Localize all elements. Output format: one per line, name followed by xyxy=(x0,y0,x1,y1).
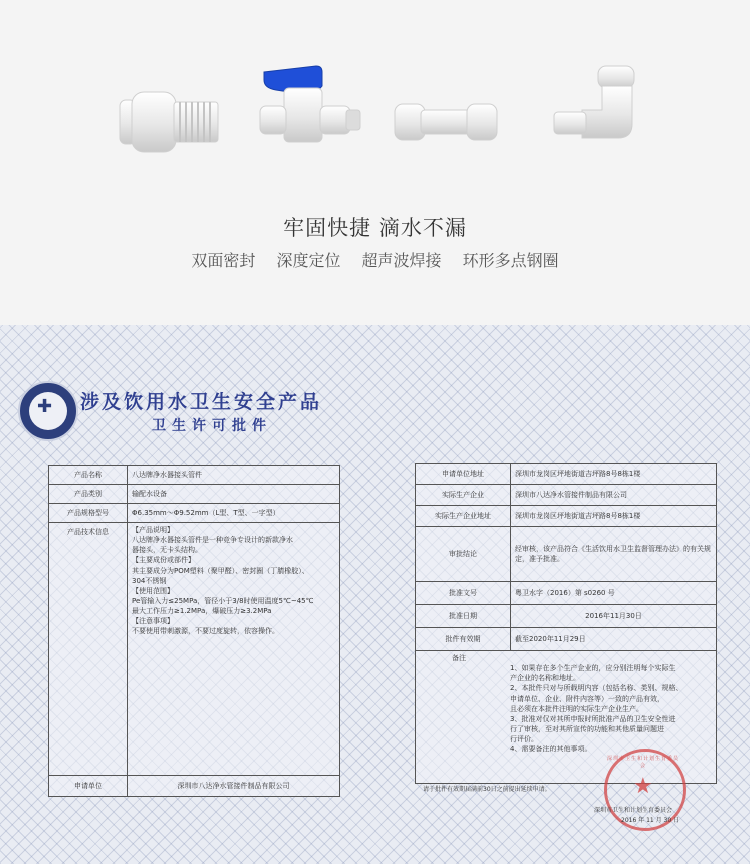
validity-note: 请于批件有效期届满前30日之前提出延续申请。 xyxy=(423,786,551,793)
table-row xyxy=(49,523,340,776)
health-department-emblem-icon xyxy=(18,381,78,441)
elbow-connector-image xyxy=(552,64,642,144)
hygiene-license-certificate xyxy=(0,325,750,864)
table-row xyxy=(49,485,340,504)
issuer-name: 深圳市卫生和计划生育委员会 xyxy=(594,807,673,814)
shield-icon: ✚ xyxy=(37,396,53,417)
row-label: 产品技术信息 xyxy=(49,523,128,776)
row-label: 批件有效期 xyxy=(416,628,511,651)
row-label: 批准文号 xyxy=(416,582,511,605)
row-label: 实际生产企业 xyxy=(416,485,511,506)
row-value: 2016年11月30日 xyxy=(511,605,717,628)
table-row xyxy=(416,506,717,527)
product-banner xyxy=(0,0,750,325)
tagline-main: 牢固快捷 滴水不漏 xyxy=(283,216,467,240)
table-row xyxy=(416,527,717,582)
row-value: 深圳市龙岗区坪地街道吉坪路8号8栋1楼 xyxy=(511,464,717,485)
issue-date: 2016 年 11 月 30 日 xyxy=(621,817,680,824)
feature-item: 环形多点钢圈 xyxy=(462,251,559,270)
tech-info-block: 【产品说明】 八达牌净水器接头管件是一种竞争专设计的新款净水 器接头，无卡头结构。 【主要成份或部件】 其主要成分为POM塑料（聚甲醛）、密封圈（丁腈橡胶）、 304不锈钢 【使用范围】 Pe管输入力≤25MPa，管径小于3/8时使用温度5℃~45℃ 最大工作压力≥1.2MPa，爆破压力≥3.2MPa 【注意事项】 不要使用带刺激源，不要过度旋转，依容操作。 xyxy=(128,523,340,776)
row-value: 粤卫水字（2016）第 s0260 号 xyxy=(511,582,717,605)
row-value: 经审核，该产品符合《生活饮用水卫生监督管理办法》的有关规定，准予批准。 xyxy=(511,527,717,582)
table-row xyxy=(416,582,717,605)
row-label: 实际生产企业地址 xyxy=(416,506,511,527)
ball-valve-image xyxy=(258,64,363,148)
row-value: 深圳市龙岗区坪地街道吉坪路8号8栋1楼 xyxy=(511,506,717,527)
table-row xyxy=(49,466,340,485)
row-label: 产品规格型号 xyxy=(49,504,128,523)
certificate-title: 涉及饮用水卫生安全产品 xyxy=(80,391,323,413)
feature-item: 深度定位 xyxy=(276,251,341,270)
row-label: 产品名称 xyxy=(49,466,128,485)
row-value: 八达牌净水器接头管件 xyxy=(128,466,340,485)
row-label: 批准日期 xyxy=(416,605,511,628)
table-row xyxy=(49,776,340,797)
remarks-label: 备注 xyxy=(452,654,466,662)
feature-item: 双面密封 xyxy=(191,251,256,270)
stamp-text: 深圳市卫生和计划生育委员会 xyxy=(606,756,679,769)
row-label: 产品类别 xyxy=(49,485,128,504)
row-label: 审批结论 xyxy=(416,527,511,582)
row-value: Φ6.35mm～Φ9.52mm（L型、T型、一字型） xyxy=(128,504,340,523)
row-label: 申请单位 xyxy=(49,776,128,797)
table-row xyxy=(416,628,717,651)
row-value: 输配水设备 xyxy=(128,485,340,504)
feature-list xyxy=(0,248,750,271)
product-info-table xyxy=(48,465,340,797)
threaded-connector-image xyxy=(118,82,223,158)
feature-item: 超声波焊接 xyxy=(361,251,442,270)
star-icon: ★ xyxy=(633,774,653,799)
table-row xyxy=(49,504,340,523)
table-row xyxy=(416,605,717,628)
certificate-subtitle: 卫生许可批件 xyxy=(152,418,272,434)
table-row xyxy=(416,485,717,506)
row-value: 深圳市八达净水管接件制品有限公司 xyxy=(128,776,340,797)
remarks-block: 备注 1、如果存在多个生产企业的，应分别注明每个实际生 产企业的名称和地址。 2、本批件只对与所载明内容（包括名称、类别、规格、 申请单位、企业、附件内容等）一致的产品有效， 且必须在本批件注明的实际生产企业生产。 3、批准对仅对其所申报时所批准产品的卫生安全性进 行了审核，至对其所宣传的功能和其他质量问题进 行评价。 4、需要备注的其他事项。 xyxy=(416,651,717,784)
row-value: 截至2020年11月29日 xyxy=(511,628,717,651)
approval-table xyxy=(415,463,717,784)
row-value: 深圳市八达净水管接件制品有限公司 xyxy=(511,485,717,506)
row-label: 申请单位地址 xyxy=(416,464,511,485)
straight-connector-image xyxy=(393,100,499,144)
table-row xyxy=(416,464,717,485)
